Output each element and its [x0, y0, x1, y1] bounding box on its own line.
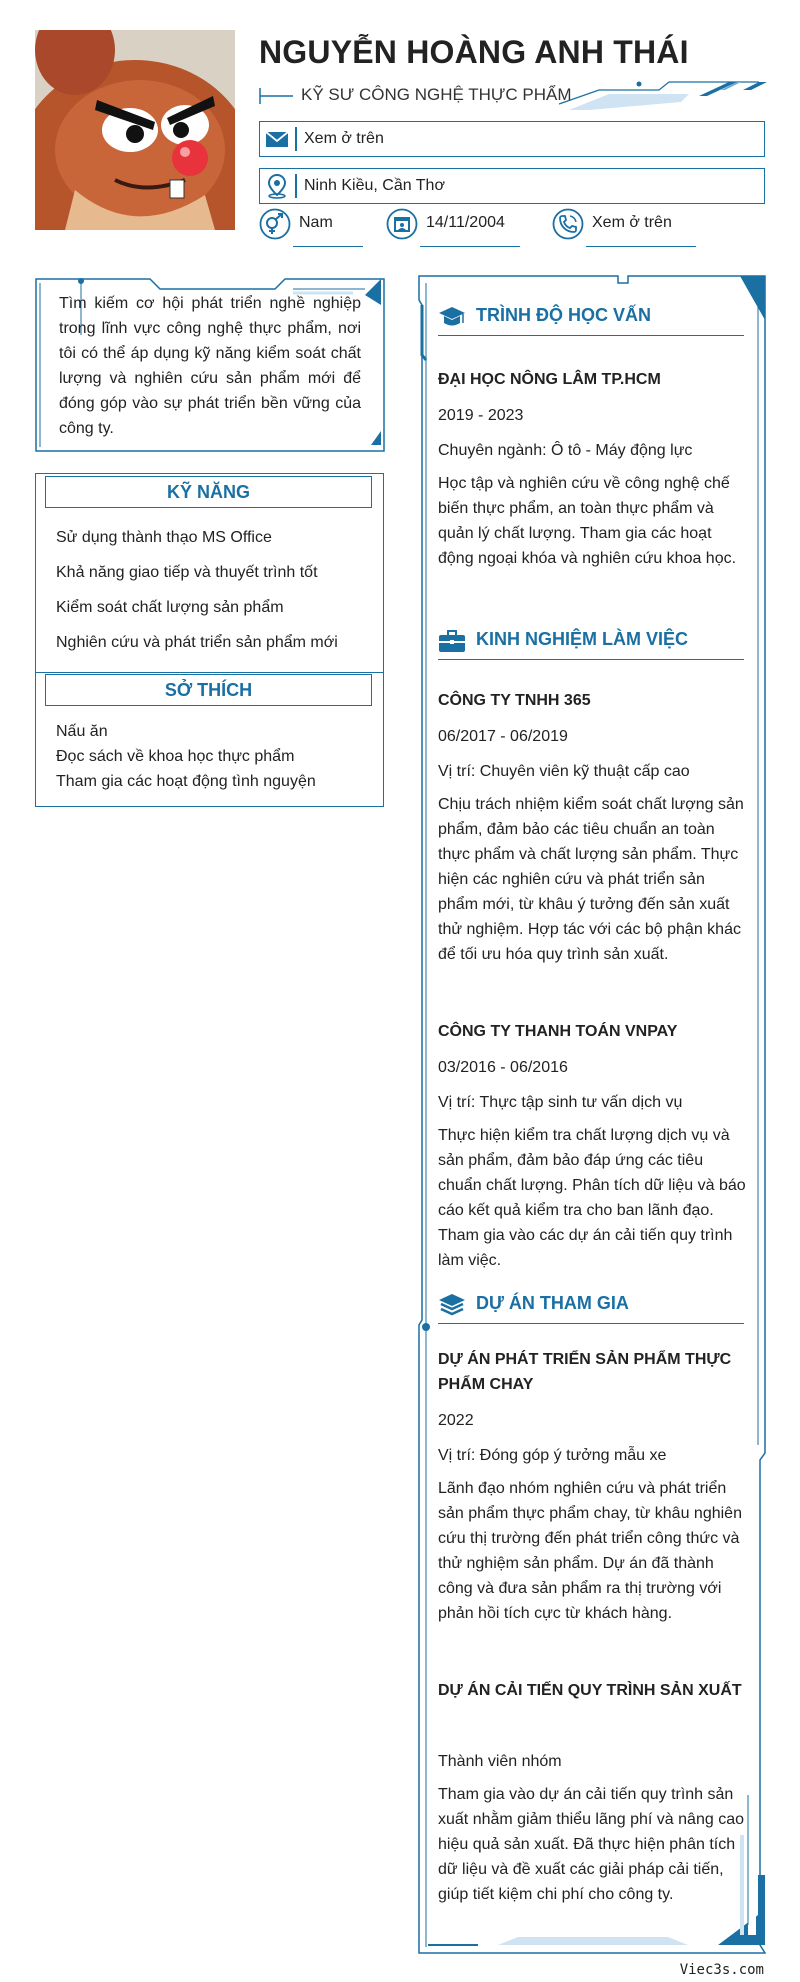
objective-text: Tìm kiếm cơ hội phát triển nghề nghiệp trong lĩnh vực công nghệ thực phẩm, nơi tôi có thể áp dụng kỹ năng kiểm soát chất lượng và nghiên cứu sản phẩm mới để đóng góp vào sự phát triển bền vững của công ty.: [59, 295, 361, 437]
avatar: [35, 30, 235, 230]
gender-icon: [259, 208, 291, 240]
project-role: Vị trí: Đóng góp ý tưởng mẫu xe: [438, 1447, 667, 1464]
education-school: ĐẠI HỌC NÔNG LÂM TP.HCM: [438, 371, 661, 388]
projects-header: [438, 1286, 744, 1324]
hobby-item: Tham gia các hoạt động tình nguyện: [56, 773, 316, 790]
education-major: Chuyên ngành: Ô tô - Máy động lực: [438, 442, 693, 459]
briefcase-icon: [438, 628, 466, 654]
hobbies-section: [35, 673, 384, 807]
project-name: DỰ ÁN PHÁT TRIỂN SẢN PHẨM THỰC PHẨM CHAY: [438, 1351, 732, 1393]
skill-item: Khả năng giao tiếp và thuyết trình tốt: [56, 564, 318, 581]
experience-header: [438, 622, 744, 660]
objective-section: [35, 275, 385, 452]
project-year: 2022: [438, 1412, 474, 1429]
birthday-underline: [420, 246, 520, 247]
job-period: 06/2017 - 06/2019: [438, 728, 568, 745]
email-field: [259, 121, 765, 157]
phone-value: Xem ở trên: [592, 214, 672, 231]
hobbies-title: SỞ THÍCH: [45, 674, 372, 706]
email-separator: [295, 127, 297, 151]
right-column: [418, 275, 766, 1955]
location-pin-icon: [264, 173, 290, 199]
skill-item: Sử dụng thành thạo MS Office: [56, 529, 272, 546]
phone-field: [552, 208, 702, 254]
candidate-name: NGUYỄN HOÀNG ANH THÁI: [259, 34, 689, 70]
job-period: 03/2016 - 06/2016: [438, 1059, 568, 1076]
address-value: Ninh Kiều, Cần Thơ: [304, 177, 445, 194]
job-position: Vị trí: Thực tập sinh tư vấn dịch vụ: [438, 1094, 683, 1111]
job-title-row: [259, 80, 769, 112]
education-description: Học tập và nghiên cứu về công nghệ chế biến thực phẩm, an toàn thực phẩm và quản lý chất lượng. Tham gia các hoạt động ngoại khóa và nghiên cứu khoa học.: [438, 475, 737, 567]
gender-underline: [293, 246, 363, 247]
job-description: Thực hiện kiểm tra chất lượng dịch vụ và sản phẩm, đảm bảo đáp ứng các tiêu chuẩn chất lượng. Phân tích dữ liệu và báo cáo kết quả kiểm tra cho ban lãnh đạo. Tham gia vào các dự án cải tiến quy trình làm việc.: [438, 1127, 746, 1269]
graduation-cap-icon: [438, 304, 466, 330]
experience-title: KINH NGHIỆM LÀM VIỆC: [476, 629, 689, 649]
skill-item: Nghiên cứu và phát triển sản phẩm mới: [56, 634, 338, 651]
job-description: Chịu trách nhiệm kiểm soát chất lượng sản phẩm, đảm bảo các tiêu chuẩn an toàn thực phẩm và chất lượng sản phẩm. Thực hiện các nghiên cứu và phát triển sản phẩm mới, từ khâu ý tưởng đến sản xuất thử nghiệm. Hợp tác với các bộ phận khác để tối ưu hóa quy trình sản xuất.: [438, 796, 744, 963]
skills-title: KỸ NĂNG: [45, 476, 372, 508]
skills-section: [35, 473, 384, 673]
project-name: DỰ ÁN CẢI TIẾN QUY TRÌNH SẢN XUẤT: [438, 1682, 742, 1699]
education-header: [438, 298, 744, 336]
hobby-item: Nấu ăn: [56, 723, 108, 740]
email-value: Xem ở trên: [304, 130, 384, 147]
job-company: CÔNG TY TNHH 365: [438, 692, 591, 709]
birthday-field: [386, 208, 526, 254]
layers-icon: [438, 1292, 466, 1318]
mail-icon: [264, 126, 290, 152]
phone-underline: [586, 246, 696, 247]
skill-item: Kiểm soát chất lượng sản phẩm: [56, 599, 284, 616]
education-title: TRÌNH ĐỘ HỌC VẤN: [476, 305, 651, 325]
calendar-icon: [386, 208, 418, 240]
project-description: Tham gia vào dự án cải tiến quy trình sản xuất nhằm giảm thiểu lãng phí và nâng cao hiệu quả sản xuất. Đã thực hiện phân tích dữ liệu và đề xuất các giải pháp cải tiến, giúp tiết kiệm chi phí cho công ty.: [438, 1786, 744, 1903]
gender-field: [259, 208, 369, 254]
job-company: CÔNG TY THANH TOÁN VNPAY: [438, 1023, 678, 1040]
address-separator: [295, 174, 297, 198]
project-role: Thành viên nhóm: [438, 1753, 562, 1770]
projects-title: DỰ ÁN THAM GIA: [476, 1293, 629, 1313]
phone-icon: [552, 208, 584, 240]
education-period: 2019 - 2023: [438, 407, 524, 424]
job-position: Vị trí: Chuyên viên kỹ thuật cấp cao: [438, 763, 690, 780]
job-title: KỸ SƯ CÔNG NGHỆ THỰC PHẨM: [301, 85, 572, 104]
birthday-value: 14/11/2004: [426, 214, 505, 231]
project-description: Lãnh đạo nhóm nghiên cứu và phát triển sản phẩm thực phẩm chay, từ khâu nghiên cứu thị trường đến phát triển công thức và thử nghiệm sản phẩm. Dự án đã thành công và đưa sản phẩm ra thị trường với phản hồi tích cực từ khách hàng.: [438, 1480, 742, 1622]
address-field: [259, 168, 765, 204]
hobby-item: Đọc sách về khoa học thực phẩm: [56, 748, 295, 765]
footer-watermark: Viec3s.com: [679, 1962, 764, 1978]
gender-value: Nam: [299, 214, 333, 231]
